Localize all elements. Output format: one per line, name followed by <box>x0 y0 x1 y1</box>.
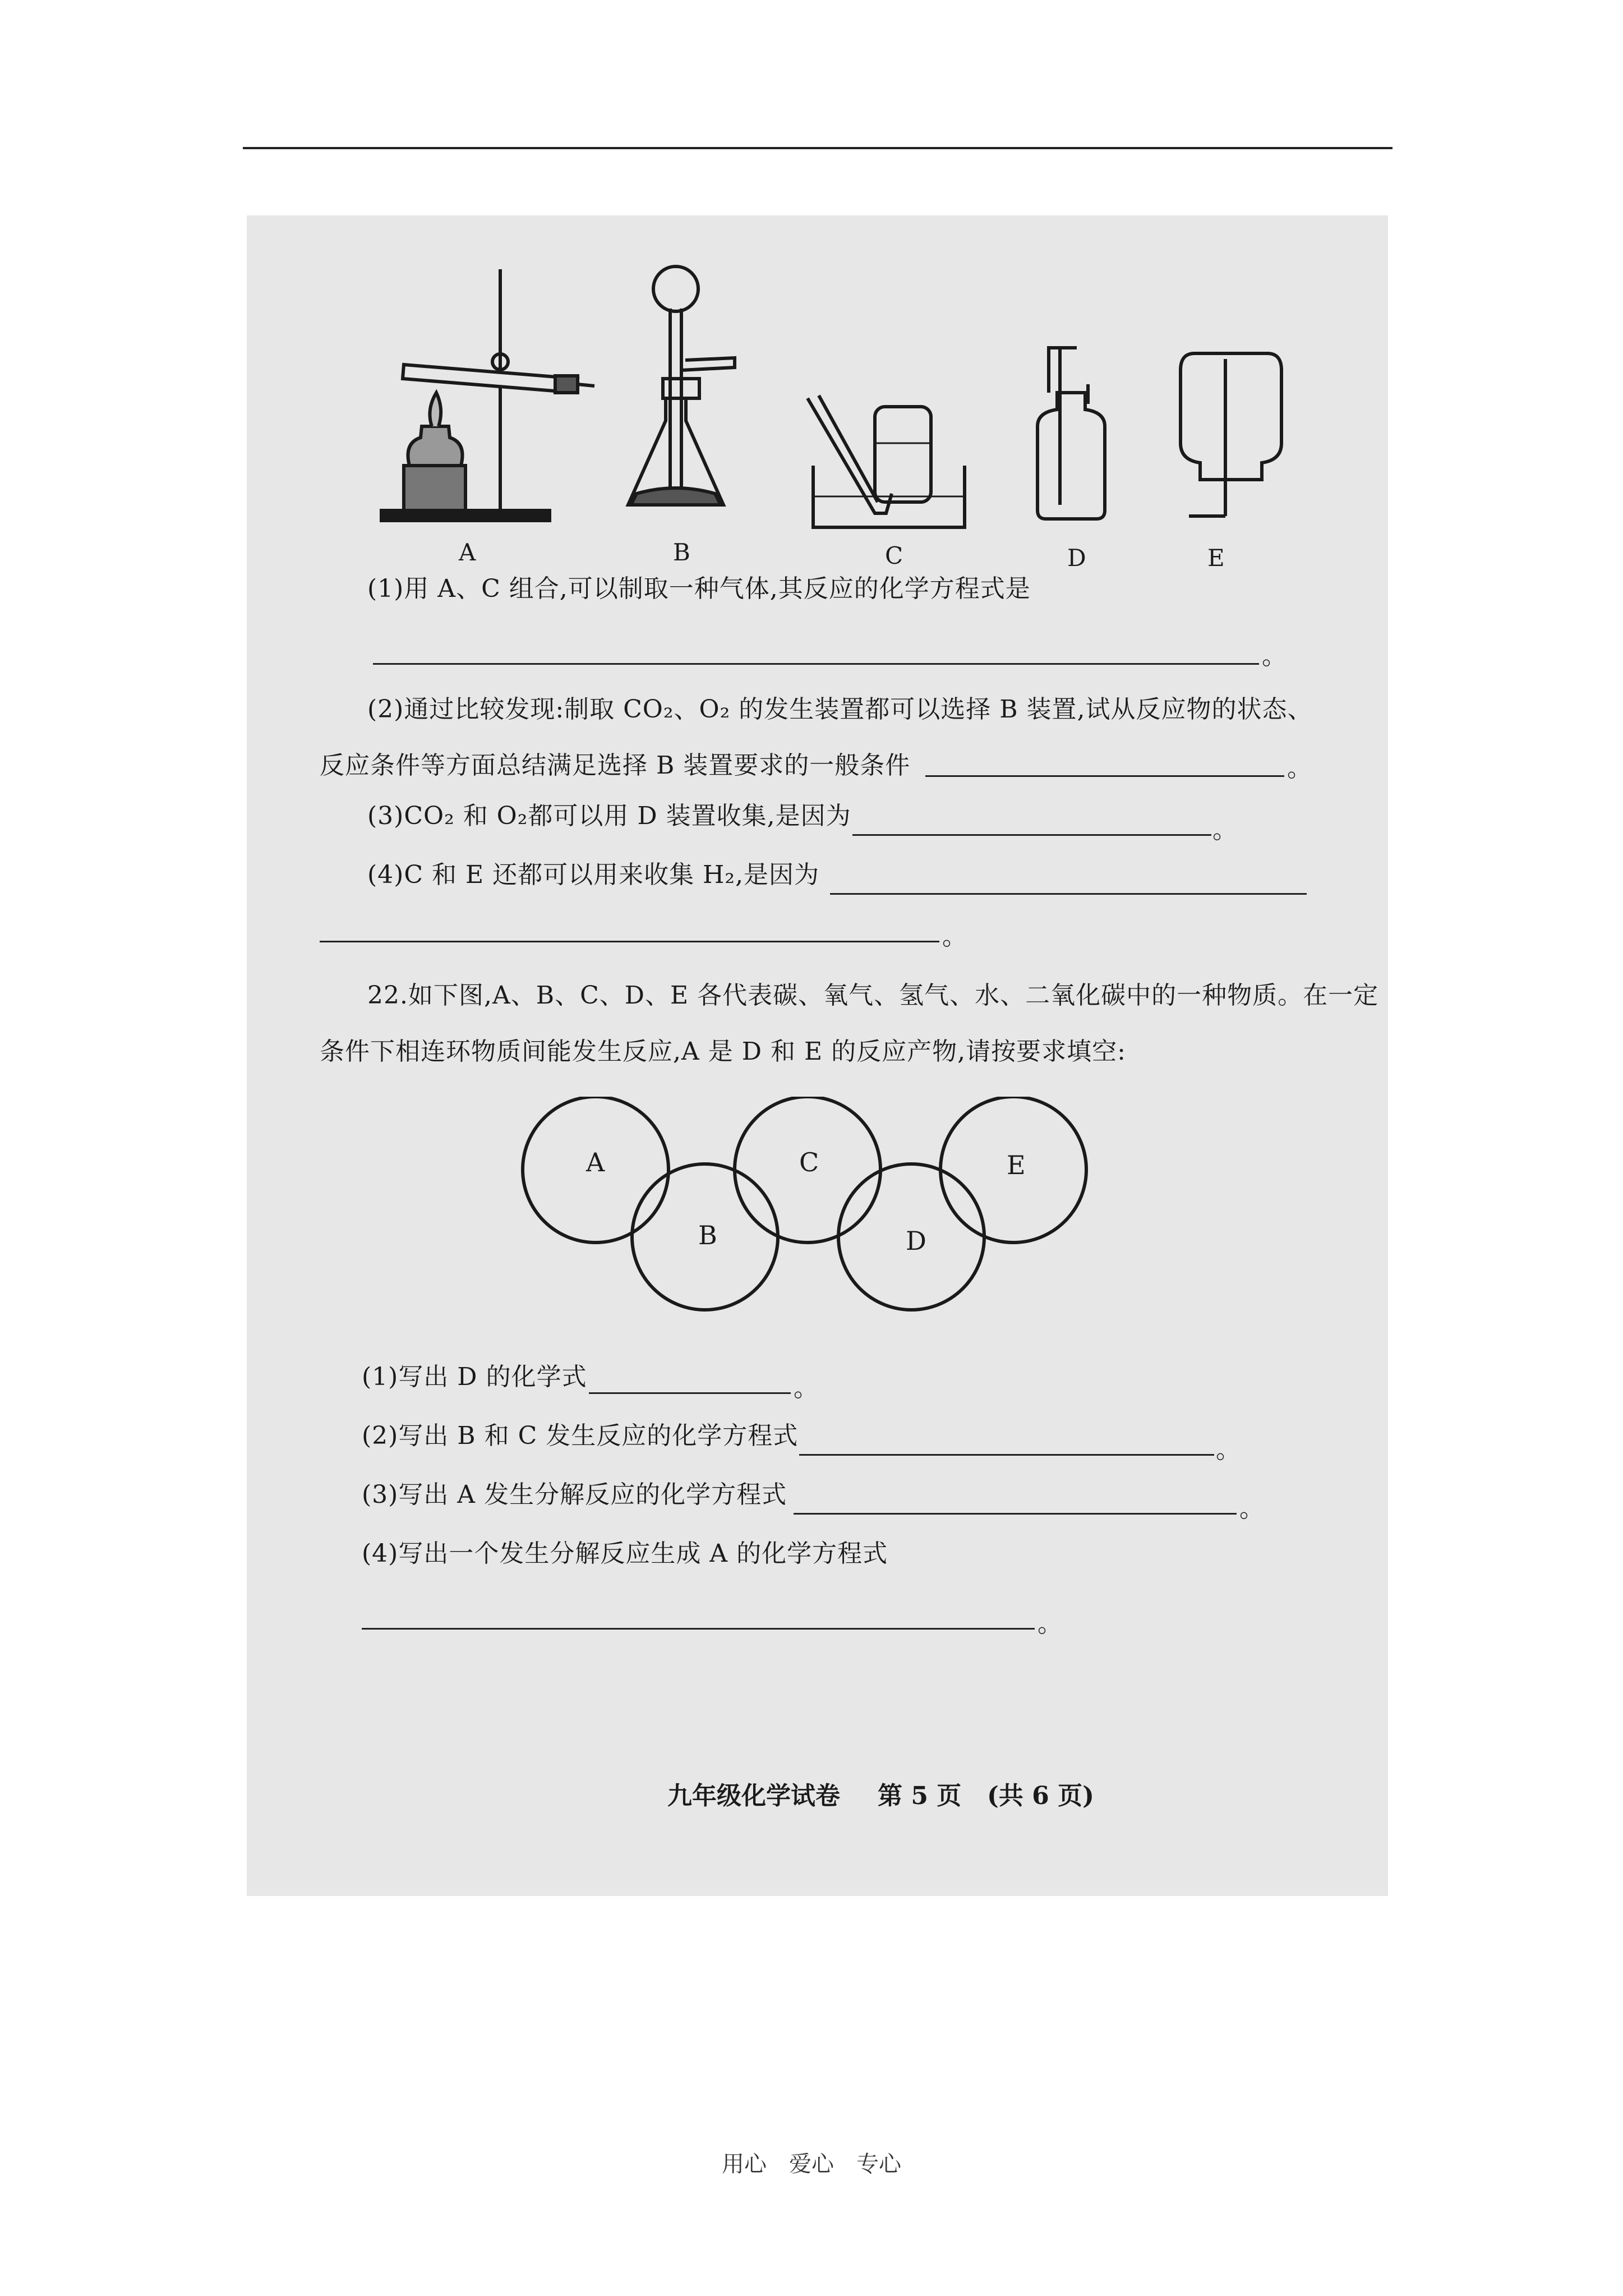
footer-exam-title: 九年级化学试卷 <box>667 1782 840 1810</box>
q22-part2-end: 。 <box>1216 1435 1241 1464</box>
q21-part2-line1: (2)通过比较发现:制取 CO₂、O₂ 的发生装置都可以选择 B 装置,试从反应物的状态、 <box>367 695 1313 724</box>
ring-label-a: A <box>586 1147 605 1177</box>
q22-part1-end: 。 <box>794 1374 819 1402</box>
q22-intro-line2: 条件下相连环物质间能发生反应,A 是 D 和 E 的反应产物,请按要求填空: <box>320 1037 1126 1066</box>
ring-label-d: D <box>906 1226 926 1256</box>
apparatus-a <box>381 269 594 521</box>
q22-part2-answer-line <box>799 1454 1214 1456</box>
q22-part3-answer-line <box>794 1513 1237 1515</box>
q22-part3-end: 。 <box>1239 1494 1265 1523</box>
q21-part4: (4)C 和 E 还都可以用来收集 H₂,是因为 <box>367 861 820 889</box>
apparatus-label-a: A <box>459 539 476 566</box>
ring-label-c: C <box>799 1147 819 1177</box>
q21-part2-end: 。 <box>1287 754 1312 783</box>
q22-part1: (1)写出 D 的化学式 <box>362 1363 587 1391</box>
apparatus-label-e: E <box>1207 544 1225 572</box>
q22-part4-answer-line <box>362 1628 1035 1630</box>
q21-part3-answer-line <box>852 834 1211 836</box>
q22-part3: (3)写出 A 发生分解反应的化学方程式 <box>362 1480 787 1509</box>
apparatus-label-d: D <box>1067 544 1086 572</box>
q21-part3: (3)CO₂ 和 O₂都可以用 D 装置收集,是因为 <box>367 802 851 830</box>
q22-part2: (2)写出 B 和 C 发生反应的化学方程式 <box>362 1421 799 1450</box>
q22-part1-answer-line <box>589 1392 791 1394</box>
q21-part4-answer-line-b <box>320 941 939 942</box>
footer-total-pages: (共 6 页) <box>987 1782 1094 1810</box>
q21-part4-answer-line-a <box>830 893 1307 895</box>
ring-label-b: B <box>698 1220 717 1250</box>
q21-part3-end: 。 <box>1212 816 1238 844</box>
header-rule <box>243 147 1393 149</box>
q21-part1: (1)用 A、C 组合,可以制取一种气体,其反应的化学方程式是 <box>367 574 1031 603</box>
q21-part1-answer-line <box>373 663 1259 665</box>
q21-part2-line2: 反应条件等方面总结满足选择 B 装置要求的一般条件 <box>320 751 911 780</box>
apparatus-c <box>808 395 965 527</box>
apparatus-label-c: C <box>885 542 903 569</box>
apparatus-d <box>1038 348 1105 519</box>
ring-label-e: E <box>1007 1150 1026 1180</box>
five-rings-diagram <box>516 1097 1099 1313</box>
q21-part1-end: 。 <box>1262 642 1287 670</box>
page-motto: 用心 爱心 专心 <box>722 2151 901 2177</box>
q21-part2-answer-line <box>925 775 1284 777</box>
lab-apparatus-figure <box>370 258 1290 572</box>
apparatus-b <box>628 266 735 505</box>
q22-part4-end: 。 <box>1038 1609 1063 1638</box>
q21-part4-end: 。 <box>942 922 967 951</box>
apparatus-label-b: B <box>673 539 690 566</box>
q22-part4: (4)写出一个发生分解反应生成 A 的化学方程式 <box>362 1539 888 1568</box>
footer-page-number: 第 5 页 <box>878 1782 962 1810</box>
apparatus-e <box>1181 353 1281 516</box>
q22-intro-line1: 22.如下图,A、B、C、D、E 各代表碳、氧气、氢气、水、二氧化碳中的一种物质。在一定 <box>367 981 1379 1010</box>
